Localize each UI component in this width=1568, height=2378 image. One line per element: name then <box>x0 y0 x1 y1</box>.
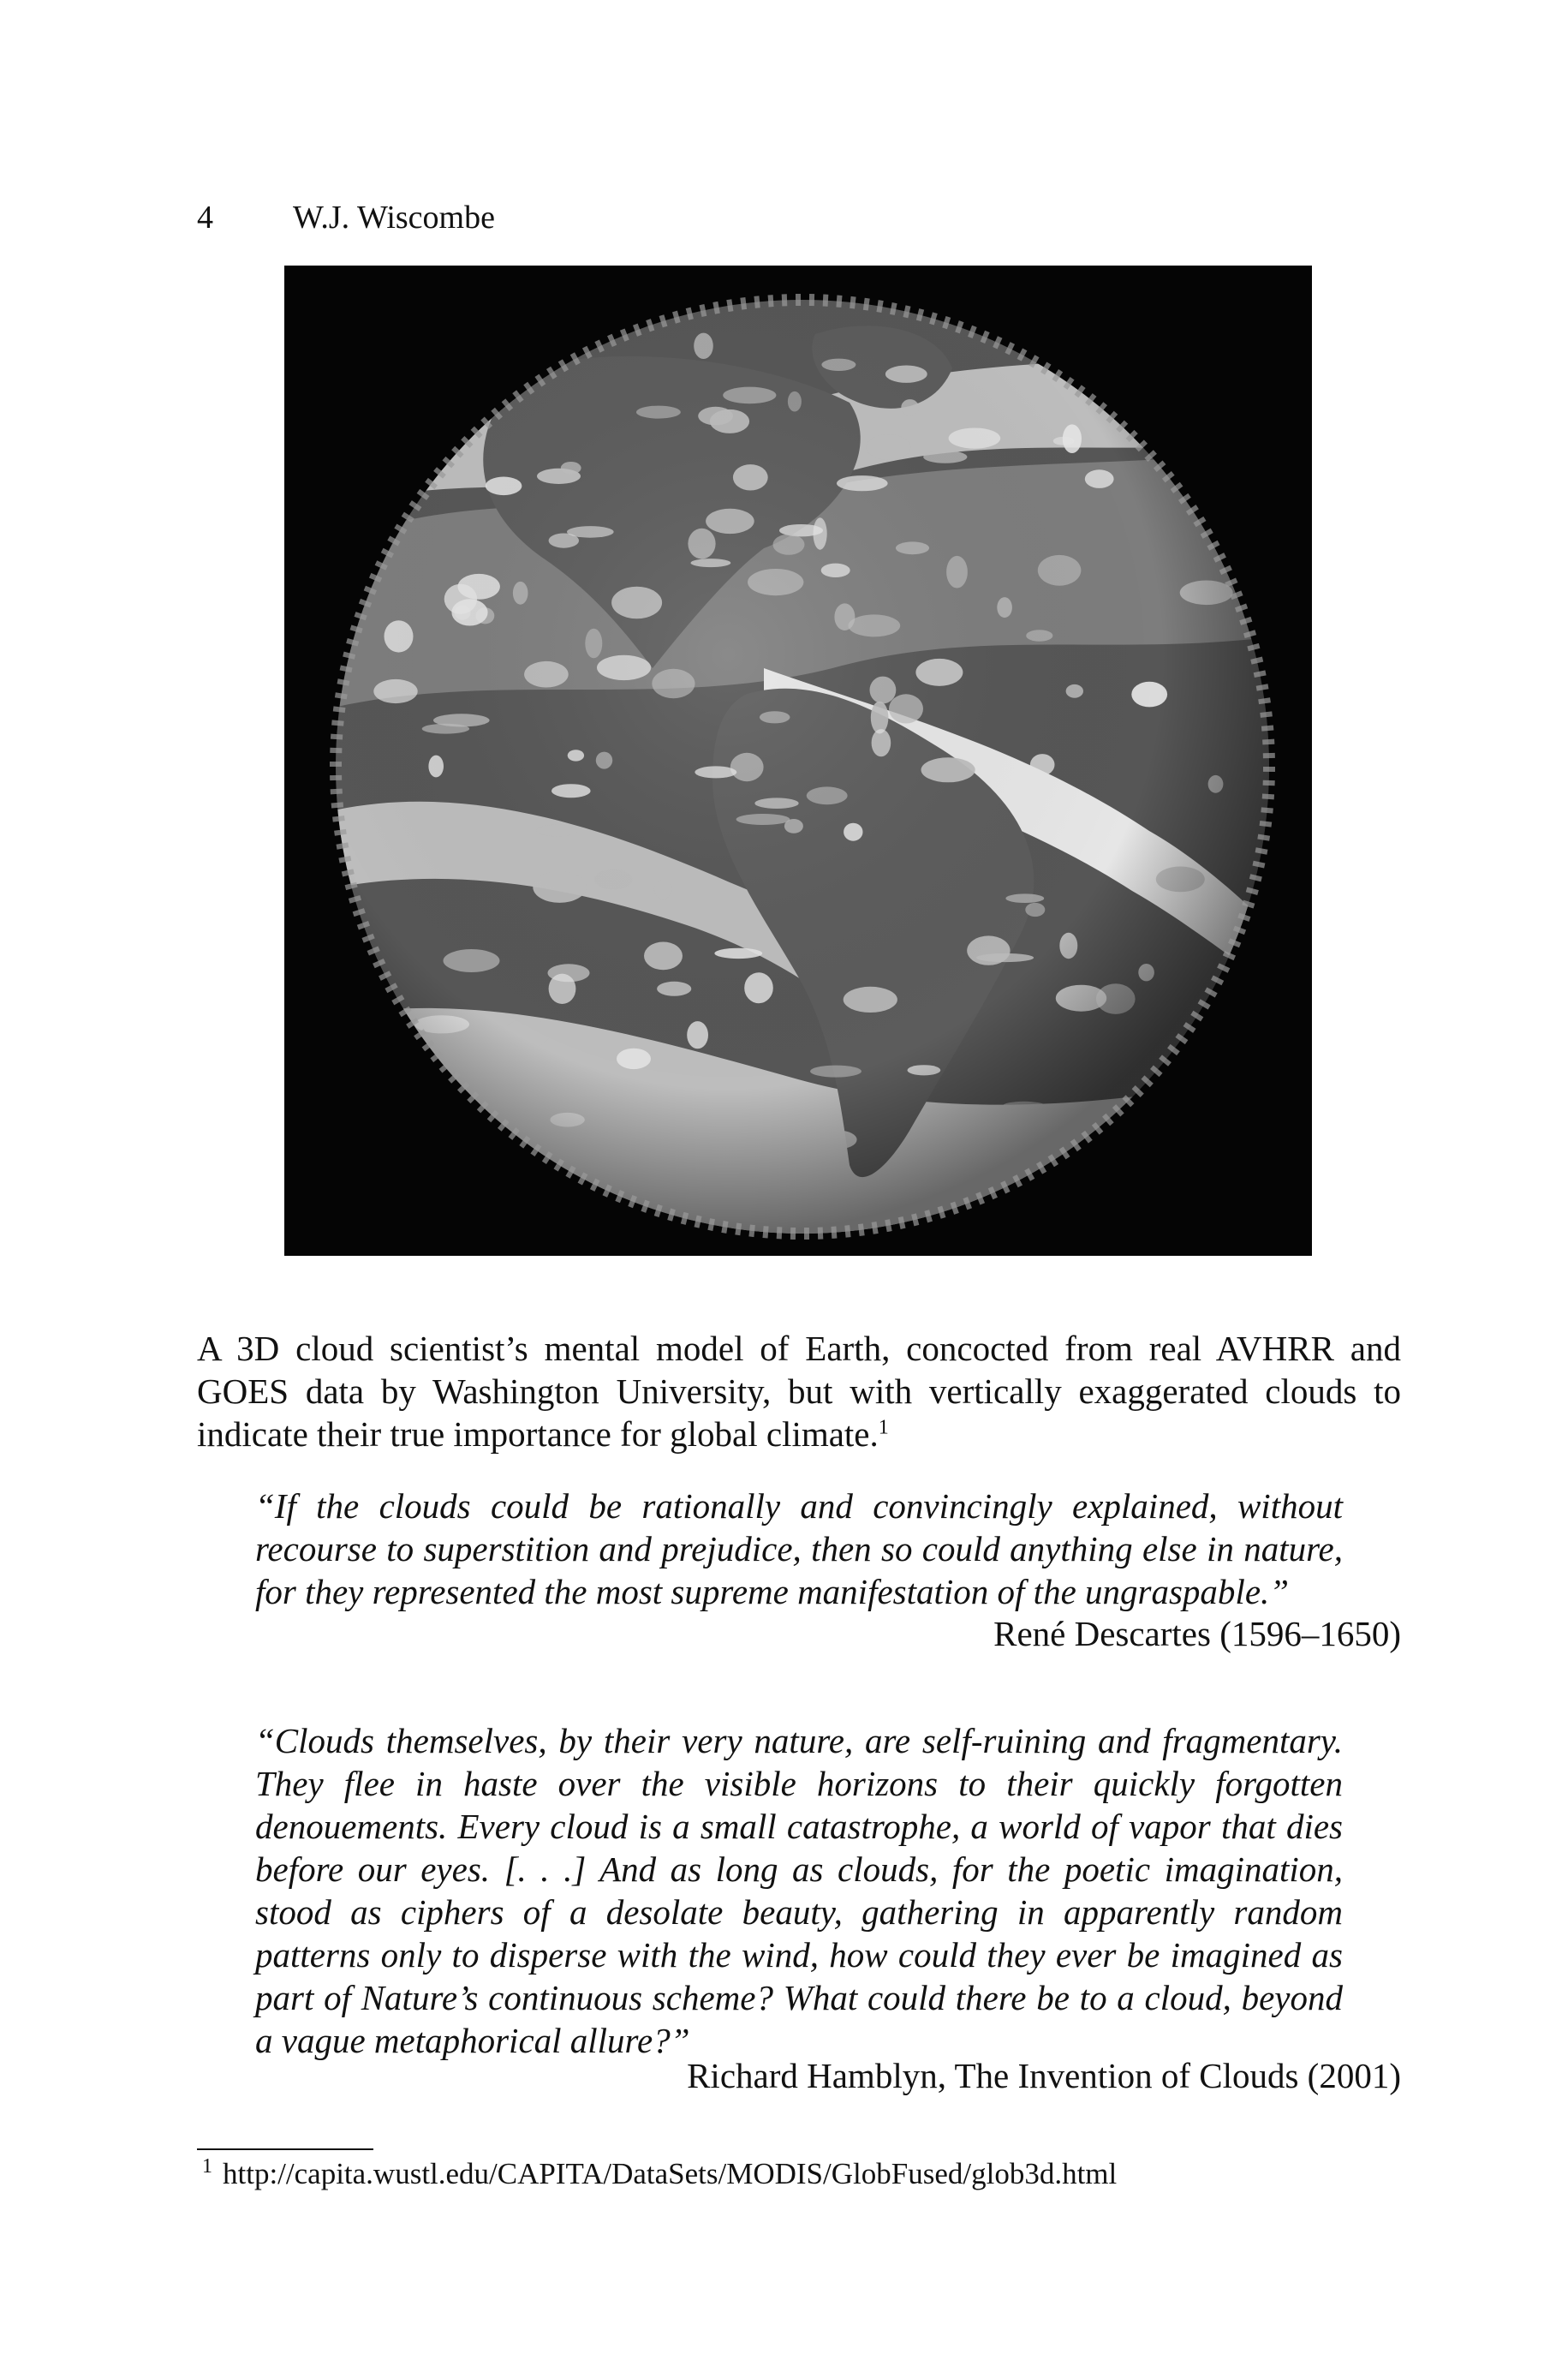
caption-footnote-ref: 1 <box>878 1416 889 1439</box>
epigraph-quote-descartes: “If the clouds could be rationally and convincingly explained, without recourse to superstition and prejudice, then so could anything else in nature, for they represented the most supreme manifestation of the ungraspable.” <box>255 1486 1343 1611</box>
epigraph-attribution-hamblyn: Richard Hamblyn, The Invention of Clouds (2001) <box>687 2056 1401 2095</box>
earth-globe-illustration <box>284 266 1312 1256</box>
epigraph-quote-hamblyn: “Clouds themselves, by their very nature, are self-ruining and fragmentary. They flee in haste over the visible horizons to their quickly forgotten denouements. Every cloud is a small catastrophe, a world of vapor that dies before our eyes. [. . .] And as long as clouds, for the poetic imagination, stood as ciphers of a desolate beauty, gathering in apparently random patterns only to disperse with the wind, how could they ever be imagined as part of Nature’s continuous scheme? What could there be to a cloud, beyond a vague metaphorical allure?” <box>255 1721 1343 2060</box>
figure-caption <box>197 1327 1401 1455</box>
footnote-rule <box>197 2148 373 2150</box>
footnote <box>202 2154 1117 2195</box>
caption-text: A 3D cloud scientist’s mental model of Earth, concocted from real AVHRR and GOES data by Washington University, but with vertically exaggerated clouds to indicate their true importance for global climate. <box>197 1329 1401 1454</box>
footnote-mark: 1 <box>202 2155 212 2178</box>
epigraph-attribution-descartes: René Descartes (1596–1650) <box>993 1614 1401 1653</box>
footnote-url: http://capita.wustl.edu/CAPITA/DataSets/MODIS/GlobFused/glob3d.html <box>223 2157 1118 2190</box>
earth-cloud-figure <box>284 266 1312 1256</box>
running-author: W.J. Wiscombe <box>293 200 495 236</box>
page-number: 4 <box>197 200 213 236</box>
